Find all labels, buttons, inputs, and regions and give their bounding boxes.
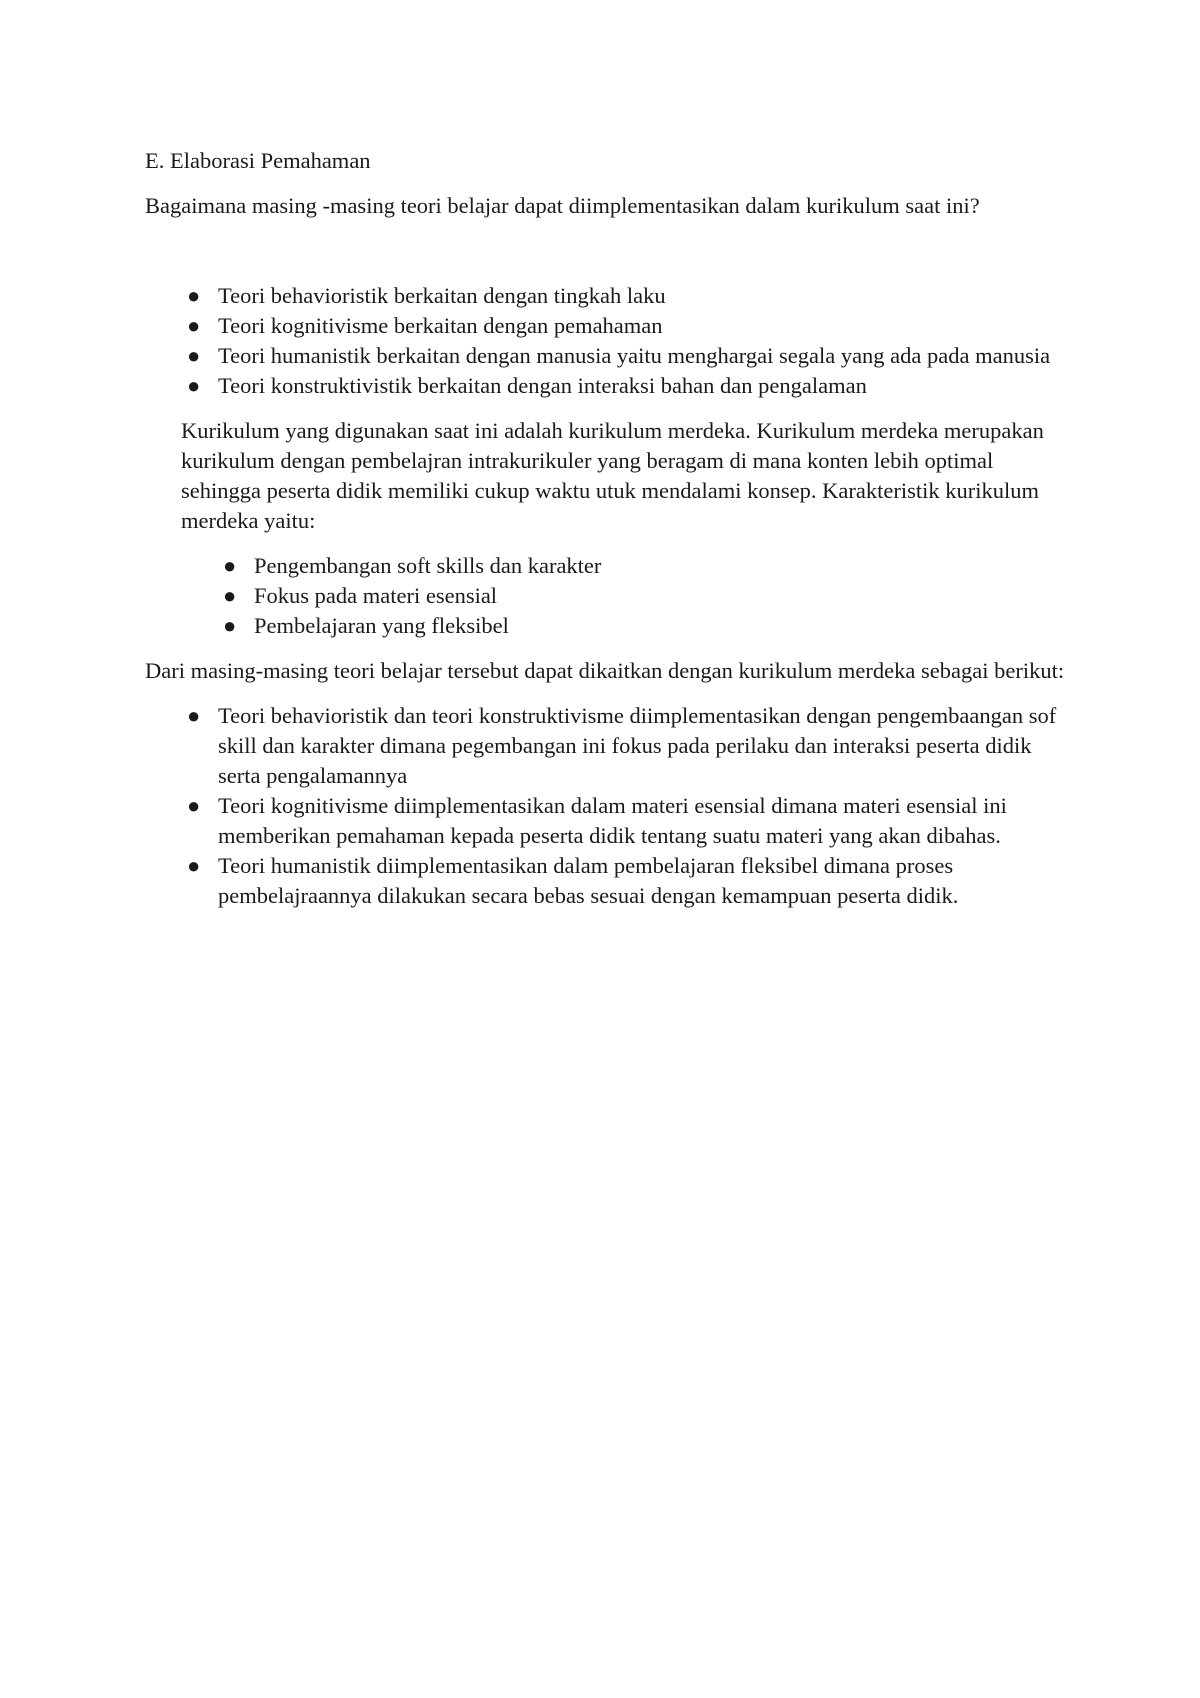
- list-item: [223, 611, 1065, 641]
- question-text: Bagaimana masing -masing teori belajar dapat diimplementasikan dalam kurikulum saat ini?: [145, 193, 980, 218]
- list-item-text: Teori behavioristik dan teori konstruktivisme diimplementasikan dengan pengembaangan sof skill dan karakter dimana pegembangan ini fokus pada perilaku dan interaksi peserta didik serta pengalamannya: [218, 703, 1057, 788]
- section-heading: E. Elaborasi Pemahaman: [145, 148, 371, 173]
- bullet-icon: ●: [223, 613, 237, 638]
- list-item: [187, 791, 1068, 851]
- list-item-text: Pembelajaran yang fleksibel: [254, 613, 509, 638]
- bullet-icon: ●: [223, 583, 237, 608]
- bullet-icon: ●: [187, 343, 201, 368]
- list-item: [187, 701, 1068, 791]
- list-item-text: Teori kognitivisme diimplementasikan dalam materi esensial dimana materi esensial ini memberikan pemahaman kepada peserta didik tentang suatu materi yang akan dibahas.: [218, 793, 1007, 848]
- theory-list: [187, 281, 1068, 401]
- list-item-text: Fokus pada materi esensial: [254, 583, 498, 608]
- conclusion-intro: Dari masing-masing teori belajar tersebut dapat dikaitkan dengan kurikulum merdeka sebagai berikut:: [145, 658, 1065, 683]
- list-item: [223, 581, 1065, 611]
- kurikulum-feature-list: [223, 551, 1065, 641]
- list-item: [187, 281, 1068, 311]
- list-item: [187, 311, 1068, 341]
- bullet-icon: ●: [187, 793, 201, 818]
- bullet-icon: ●: [187, 853, 201, 878]
- bullet-icon: ●: [187, 373, 201, 398]
- list-item: [187, 851, 1068, 911]
- list-item-text: Teori humanistik berkaitan dengan manusia yaitu menghargai segala yang ada pada manusia: [218, 343, 1051, 368]
- list-item: [223, 551, 1065, 581]
- list-item-text: Teori kognitivisme berkaitan dengan pemahaman: [218, 313, 663, 338]
- implementation-list: [187, 701, 1068, 911]
- list-item: [187, 371, 1068, 401]
- list-item-text: Teori humanistik diimplementasikan dalam pembelajaran fleksibel dimana proses pembelajraannya dilakukan secara bebas sesuai dengan kemampuan peserta didik.: [218, 853, 959, 908]
- kurikulum-paragraph: Kurikulum yang digunakan saat ini adalah kurikulum merdeka. Kurikulum merdeka merupakan kurikulum dengan pembelajran intrakurikuler yang beragam di mana konten lebih optimal sehingga peserta didik memiliki cukup waktu utuk mendalami konsep. Karakteristik kurikulum merdeka yaitu:: [181, 418, 1044, 533]
- bullet-icon: ●: [187, 703, 201, 728]
- list-item-text: Pengembangan soft skills dan karakter: [254, 553, 602, 578]
- bullet-icon: ●: [187, 283, 201, 308]
- list-item-text: Teori behavioristik berkaitan dengan tingkah laku: [218, 283, 666, 308]
- bullet-icon: ●: [223, 553, 237, 578]
- list-item-text: Teori konstruktivistik berkaitan dengan interaksi bahan dan pengalaman: [218, 373, 867, 398]
- document-body: [145, 146, 1065, 911]
- list-item: [187, 341, 1068, 371]
- bullet-icon: ●: [187, 313, 201, 338]
